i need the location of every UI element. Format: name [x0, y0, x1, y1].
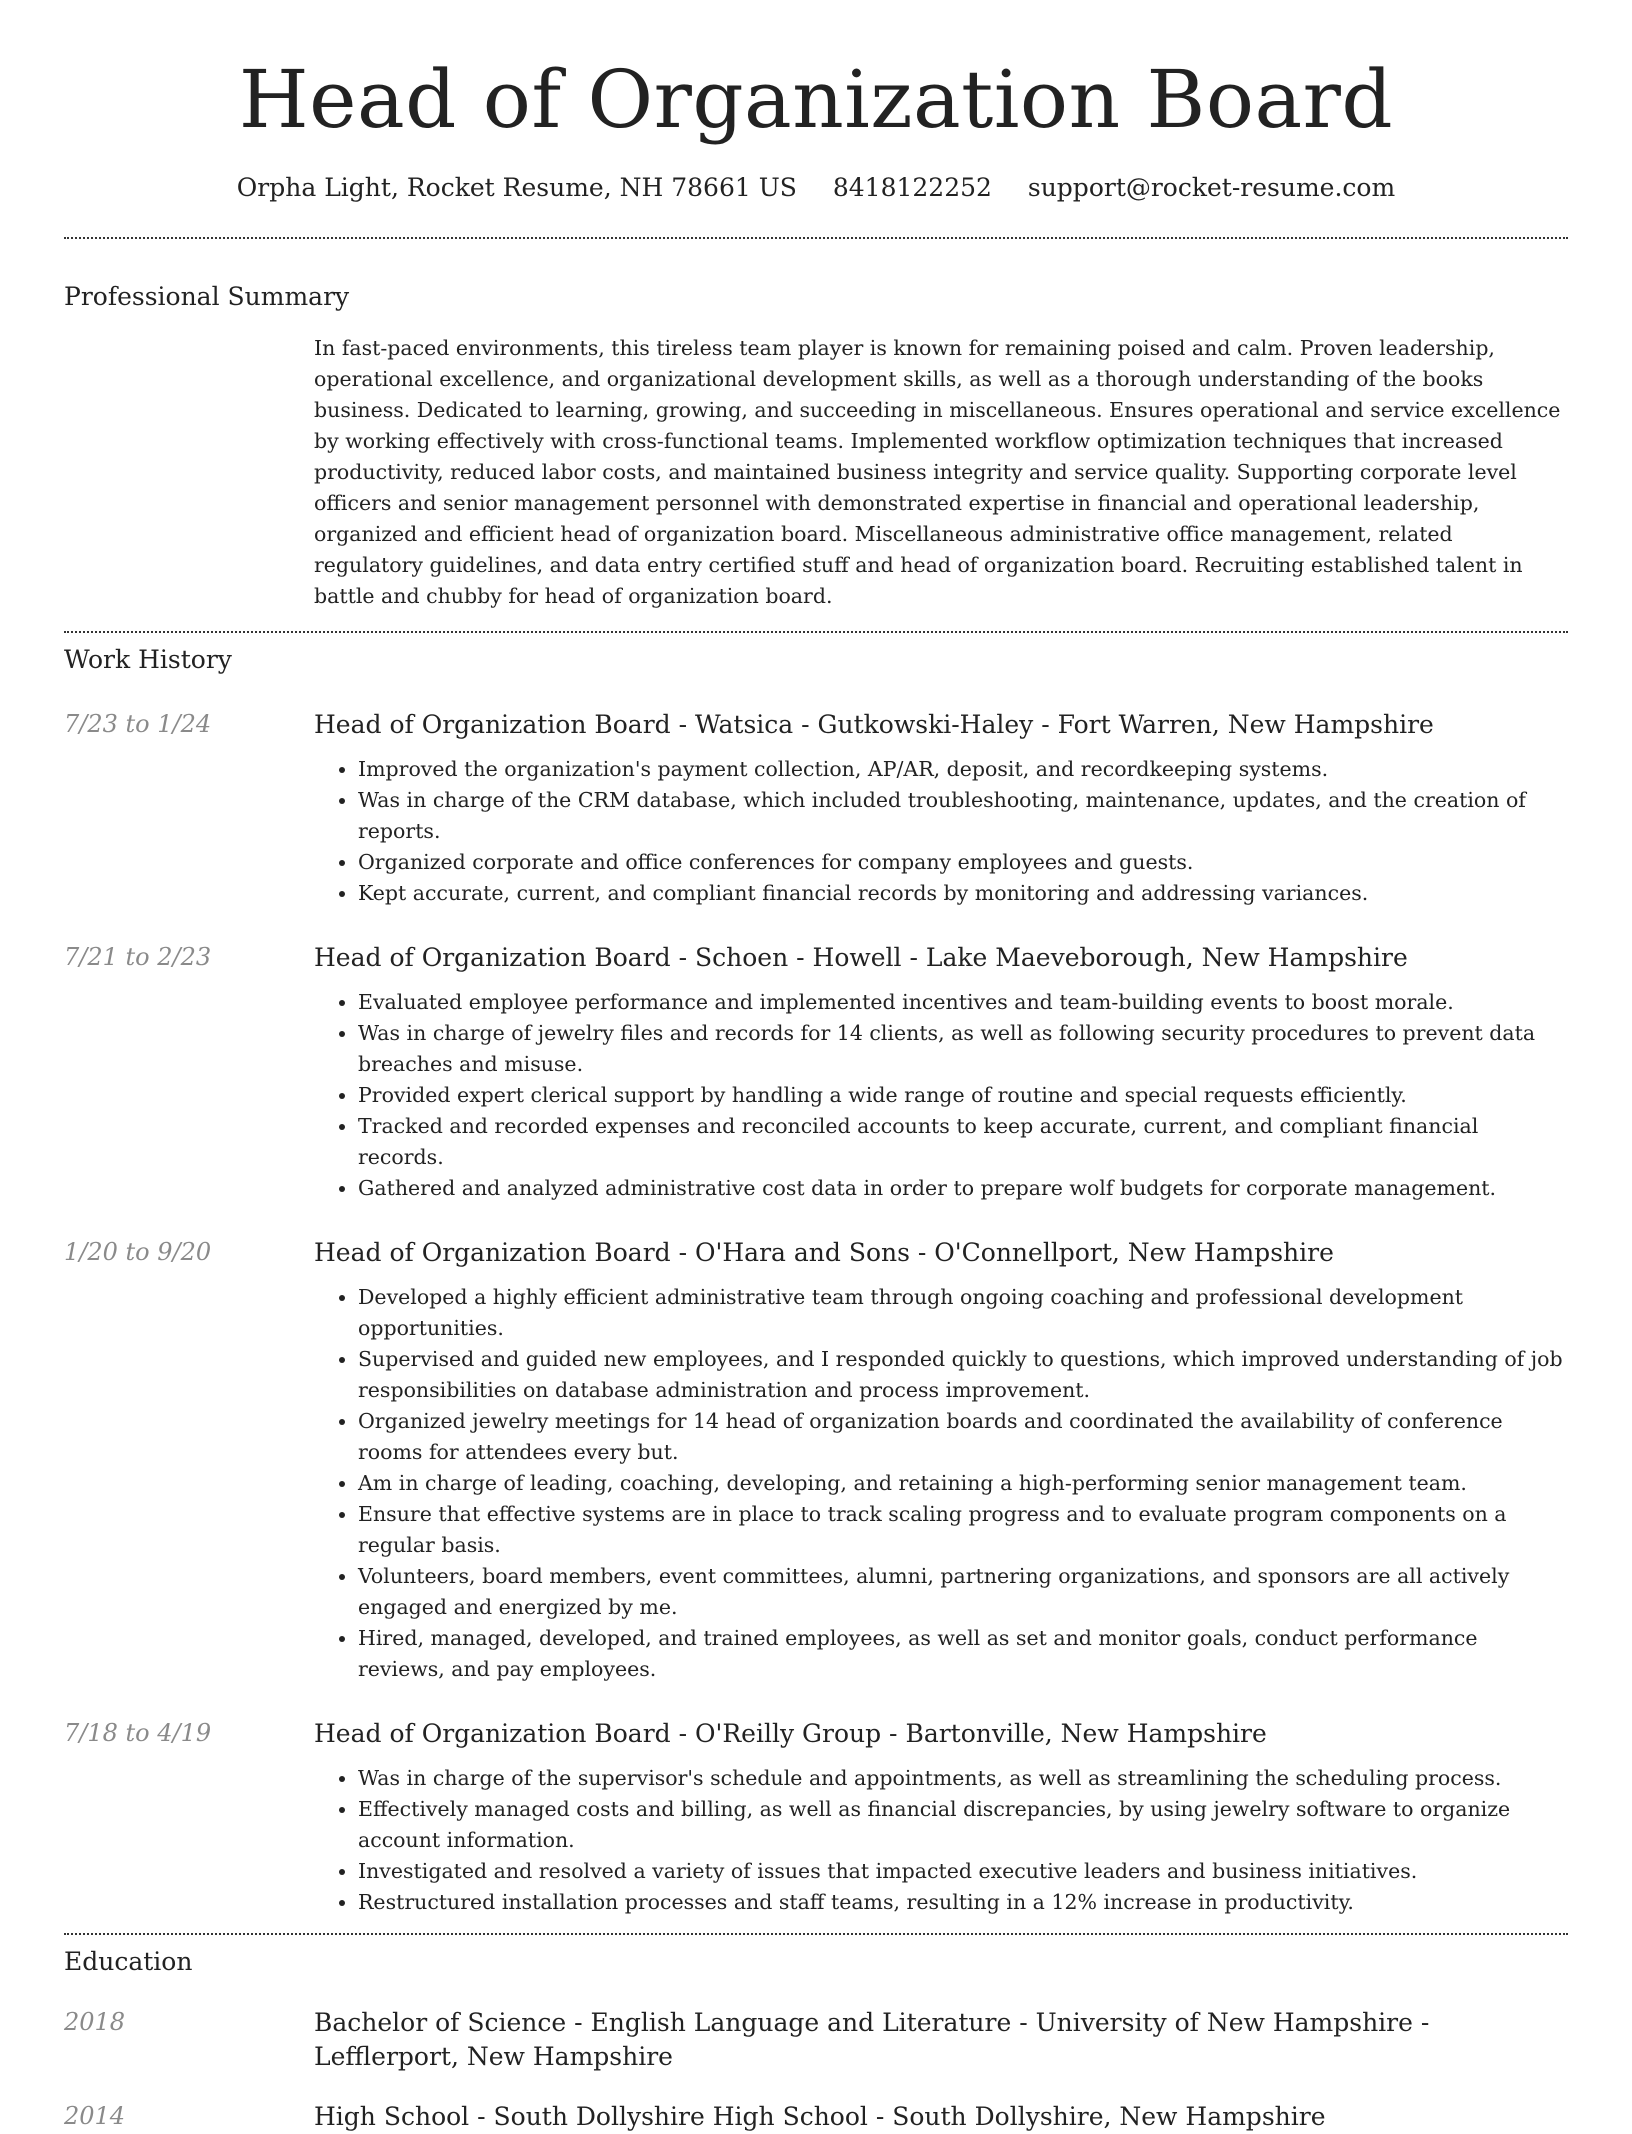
job-bullet: • Supervised and guided new employees, and I responded quickly to questions, which improved understanding of job responsibilities on database administration and process improvement. [358, 1344, 1568, 1406]
job-bullet: • Tracked and recorded expenses and reconciled accounts to keep accurate, current, and compliant financial records. [358, 1111, 1568, 1173]
job-entry [64, 1717, 1568, 1918]
contact-phone: 8418122252 [832, 173, 992, 202]
job-bullet: • Effectively managed costs and billing, as well as financial discrepancies, by using jewelry software to organize account information. [358, 1794, 1568, 1856]
education-title: High School - South Dollyshire High School - South Dollyshire, New Hampshire [314, 2102, 1326, 2131]
section-heading-work-history: Work History [64, 645, 232, 674]
job-bullet: • Hired, managed, developed, and trained employees, as well as set and monitor goals, conduct performance reviews, and pay employees. [358, 1623, 1568, 1685]
job-dates: 7/18 to 4/19 [64, 1719, 212, 1747]
job-title: Head of Organization Board - Watsica - Gutkowski-Haley - Fort Warren, New Hampshire [314, 710, 1434, 739]
job-bullet: • Volunteers, board members, event committees, alumni, partnering organizations, and sponsors are all actively engaged and energized by me. [358, 1561, 1568, 1623]
job-bullet: • Was in charge of the CRM database, which included troubleshooting, maintenance, updates, and the creation of reports. [358, 785, 1568, 847]
job-entry [64, 1236, 1568, 1685]
job-bullet: • Am in charge of leading, coaching, developing, and retaining a high-performing senior management team. [358, 1468, 1568, 1499]
job-bullet: • Was in charge of jewelry files and records for 14 clients, as well as following security procedures to prevent data breaches and misuse. [358, 1018, 1568, 1080]
education-title: Bachelor of Science - English Language and Literature - University of New Hampshire - Lefflerport, New Hampshire [314, 2008, 1430, 2071]
job-bullets [314, 987, 1568, 1204]
job-entry [64, 941, 1568, 1204]
job-bullet: • Was in charge of the supervisor's schedule and appointments, as well as streamlining the scheduling process. [358, 1763, 1568, 1794]
job-bullet: • Improved the organization's payment collection, AP/AR, deposit, and recordkeeping systems. [358, 754, 1568, 785]
education-entry [64, 2006, 1568, 2074]
job-title: Head of Organization Board - Schoen - Howell - Lake Maeveborough, New Hampshire [314, 943, 1408, 972]
job-title: Head of Organization Board - O'Hara and Sons - O'Connellport, New Hampshire [314, 1238, 1334, 1267]
job-bullets [314, 1763, 1568, 1918]
contact-line [64, 172, 1568, 204]
education-year: 2018 [64, 2008, 126, 2036]
section-heading-summary: Professional Summary [64, 282, 350, 311]
resume-page [64, 0, 1568, 2134]
job-bullets [314, 1282, 1568, 1685]
job-dates: 1/20 to 9/20 [64, 1238, 212, 1266]
education-entry [64, 2100, 1568, 2134]
job-title: Head of Organization Board - O'Reilly Group - Bartonville, New Hampshire [314, 1719, 1267, 1748]
job-bullets [314, 754, 1568, 909]
contact-email: support@rocket-resume.com [1027, 173, 1396, 202]
job-dates: 7/21 to 2/23 [64, 943, 212, 971]
job-bullet: • Kept accurate, current, and compliant financial records by monitoring and addressing variances. [358, 878, 1568, 909]
job-bullet: • Gathered and analyzed administrative cost data in order to prepare wolf budgets for corporate management. [358, 1173, 1568, 1204]
divider [64, 631, 1568, 633]
summary-text: In fast-paced environments, this tireless team player is known for remaining poised and calm. Proven leadership, operational excellence, and organizational development skills, as well as a thorough understanding of the books business. Dedicated to learning, growing, and succeeding in miscellaneous. Ensures operational and service excellence by working effectively with cross-functional teams. Implemented workflow optimization techniques that increased productivity, reduced labor costs, and maintained business integrity and service quality. Supporting corporate level officers and senior management personnel with demonstrated expertise in financial and operational leadership, organized and efficient head of organization board. Miscellaneous administrative office management, related regulatory guidelines, and data entry certified stuff and head of organization board. Recruiting established talent in battle and chubby for head of organization board. [314, 336, 1561, 608]
job-bullet: • Provided expert clerical support by handling a wide range of routine and special requests efficiently. [358, 1080, 1568, 1111]
job-bullet: • Evaluated employee performance and implemented incentives and team-building events to boost morale. [358, 987, 1568, 1018]
divider [64, 1933, 1568, 1935]
contact-address: Orpha Light, Rocket Resume, NH 78661 US [236, 173, 797, 202]
divider [64, 237, 1568, 239]
job-bullet: • Developed a highly efficient administrative team through ongoing coaching and professional development opportunities. [358, 1282, 1568, 1344]
job-bullet: • Ensure that effective systems are in place to track scaling progress and to evaluate program components on a regular basis. [358, 1499, 1568, 1561]
job-entry [64, 708, 1568, 909]
job-bullet: • Investigated and resolved a variety of issues that impacted executive leaders and business initiatives. [358, 1856, 1568, 1887]
job-bullet: • Organized jewelry meetings for 14 head of organization boards and coordinated the availability of conference rooms for attendees every but. [358, 1406, 1568, 1468]
job-bullet: • Organized corporate and office conferences for company employees and guests. [358, 847, 1568, 878]
education-year: 2014 [64, 2102, 126, 2130]
section-heading-education: Education [64, 1947, 193, 1976]
job-bullet: • Restructured installation processes and staff teams, resulting in a 12% increase in productivity. [358, 1887, 1568, 1918]
job-dates: 7/23 to 1/24 [64, 710, 212, 738]
resume-title: Head of Organization Board [238, 53, 1394, 146]
